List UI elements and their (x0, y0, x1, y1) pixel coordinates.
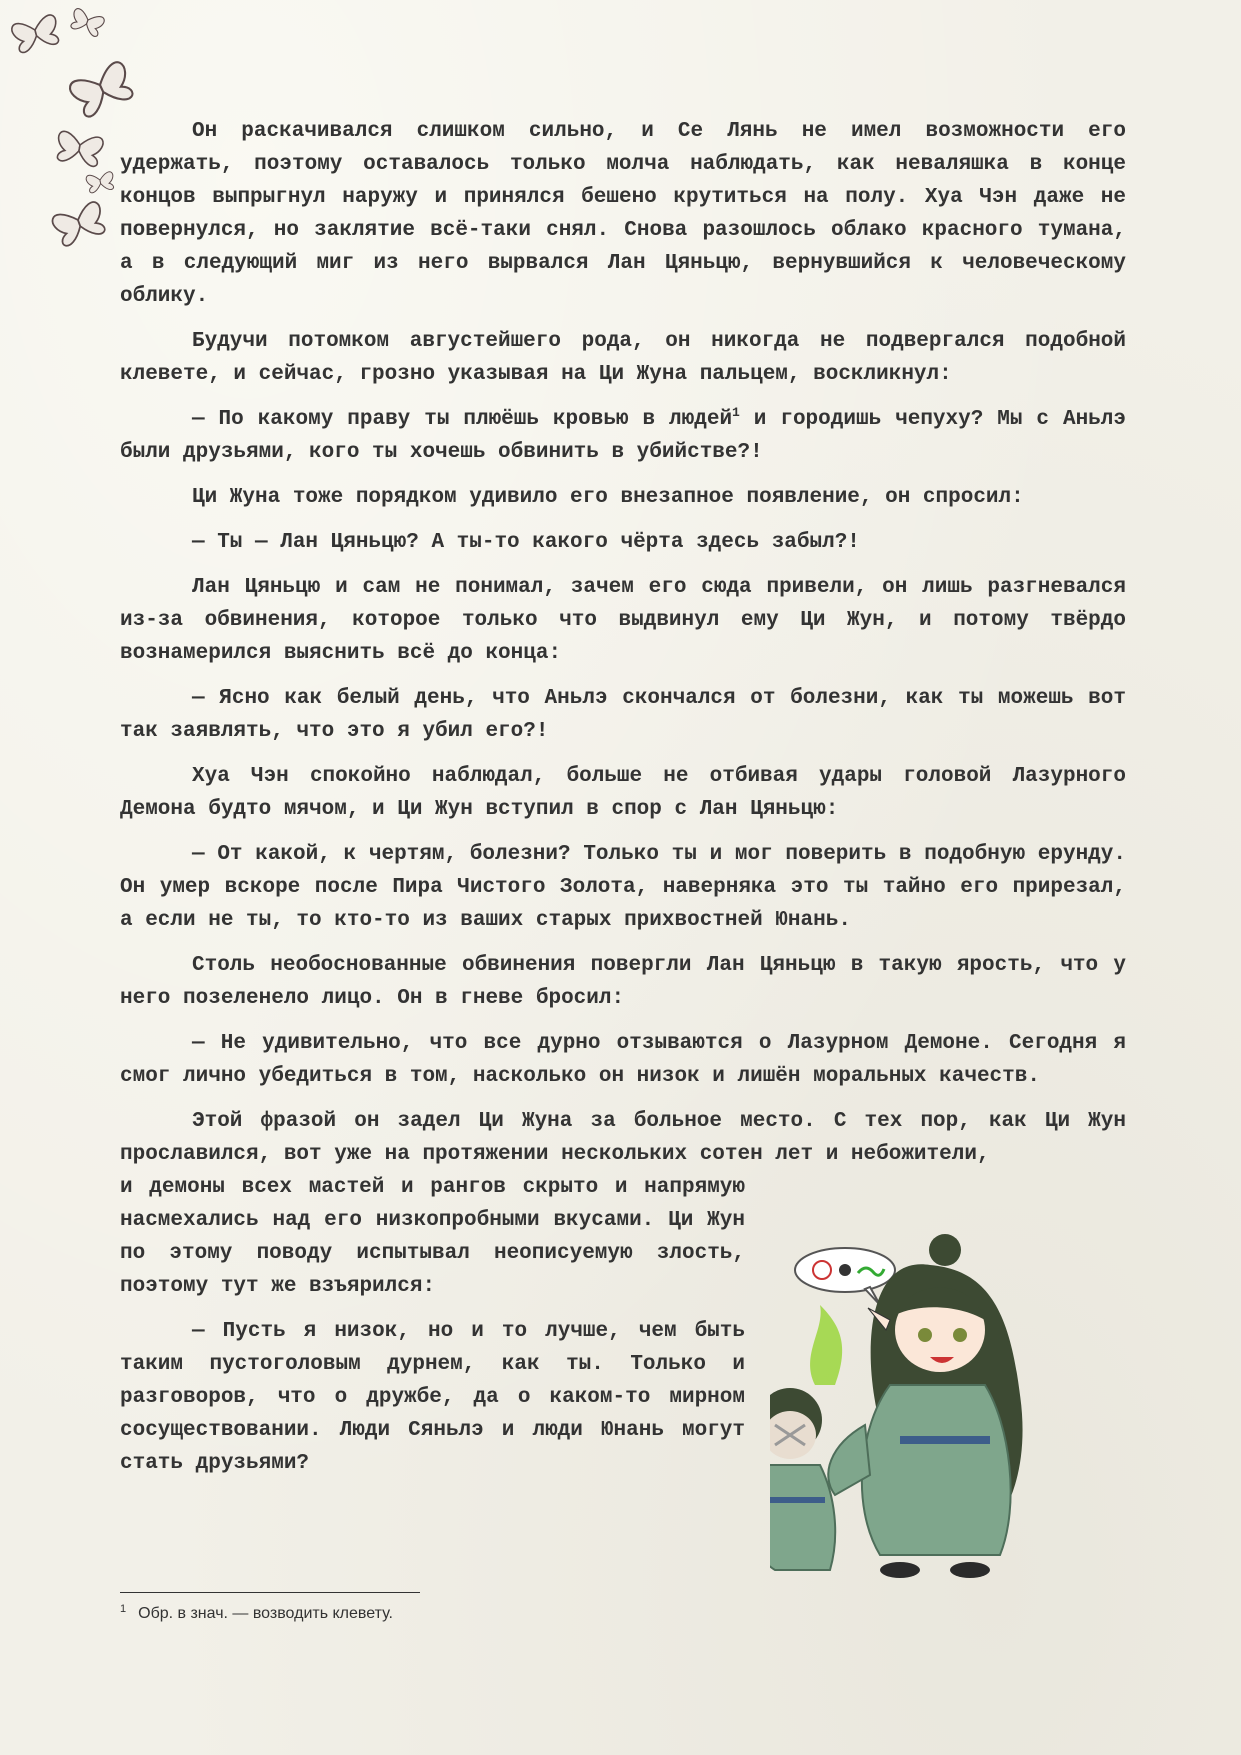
paragraph: Столь необоснованные обвинения повергли Лан Цяньцю в такую ярость, что у него позеленело лицо. Он в гневе бросил: (120, 954, 1126, 1010)
footnote-text: Обр. в знач. — возводить клевету. (138, 1605, 393, 1622)
paragraph: Будучи потомком августейшего рода, он никогда не подвергался подобной клевете, и сейчас, грозно указывая на Ци Жуна пальцем, воскликнул: (120, 330, 1126, 386)
chibi-characters-illustration (770, 1225, 1150, 1585)
paragraph: — Ты — Лан Цяньцю? А ты-то какого чёрта здесь забыл?! (192, 531, 860, 554)
paragraph: Ци Жуна тоже порядком удивило его внезапное появление, он спросил: (192, 486, 1024, 509)
footnote-number: 1 (120, 1602, 127, 1615)
paragraph: и демоны всех мастей и рангов скрыто и напрямую насмехались над его низкопробными вкусами. Ци Жун по этому поводу испытывал неописуемую злость, поэтому тут же взъярился: (120, 1176, 745, 1298)
paragraph: — От какой, к чертям, болезни? Только ты и мог поверить в подобную ерунду. Он умер вскоре после Пира Чистого Золота, наверняка это ты тайно его прирезал, а если не ты, то кто-то из ваших старых прихвостней Юнань. (120, 843, 1126, 932)
footnote-divider (120, 1592, 420, 1593)
paragraph: — Ясно как белый день, что Аньлэ скончался от болезни, как ты можешь вот так заявлять, что это я убил его?! (120, 687, 1126, 743)
paragraph (120, 403, 1126, 469)
footnote (120, 1602, 720, 1623)
paragraph: Хуа Чэн спокойно наблюдал, больше не отбивая удары головой Лазурного Демона будто мячом, и Ци Жун вступил в спор с Лан Цяньцю: (120, 765, 1126, 821)
paragraph-text: — По какому праву ты плюёшь кровью в людей (192, 408, 733, 431)
footnote-marker: 1 (732, 405, 740, 420)
paragraph: Этой фразой он задел Ци Жуна за больное место. С тех пор, как Ци Жун прославился, вот уже на протяжении нескольких сотен лет и небожители, (120, 1110, 1126, 1166)
paragraph: — Не удивительно, что все дурно отзываются о Лазурном Демоне. Сегодня я смог лично убедиться в том, насколько он низок и лишён моральных качеств. (120, 1032, 1126, 1088)
paragraph: Он раскачивался слишком сильно, и Се Лянь не имел возможности его удержать, поэтому оставалось только молча наблюдать, как неваляшка в конце концов выпрыгнул наружу и принялся бешено крутиться на полу. Хуа Чэн даже не повернулся, но заклятие всё-таки снял. Снова разошлось облако красного тумана, а в следующий миг из него вырвался Лан Цяньцю, вернувшийся к человеческому облику. (120, 120, 1126, 308)
paragraph: — Пусть я низок, но и то лучше, чем быть таким пустоголовым дурнем, как ты. Только и разговоров, что о дружбе, да о каком-то мирном сосуществовании. Люди Сяньлэ и люди Юнань могут стать друзьями? (120, 1320, 745, 1475)
paragraph-text: и городишь чепуху? Мы с Аньлэ были друзьями, кого ты хочешь обвинить в убийстве?! (120, 408, 1126, 464)
paragraph: Лан Цяньцю и сам не понимал, зачем его сюда привели, он лишь разгневался из-за обвинения, которое только что выдвинул ему Ци Жун, и потому твёрдо вознамерился выяснить всё до конца: (120, 576, 1126, 665)
